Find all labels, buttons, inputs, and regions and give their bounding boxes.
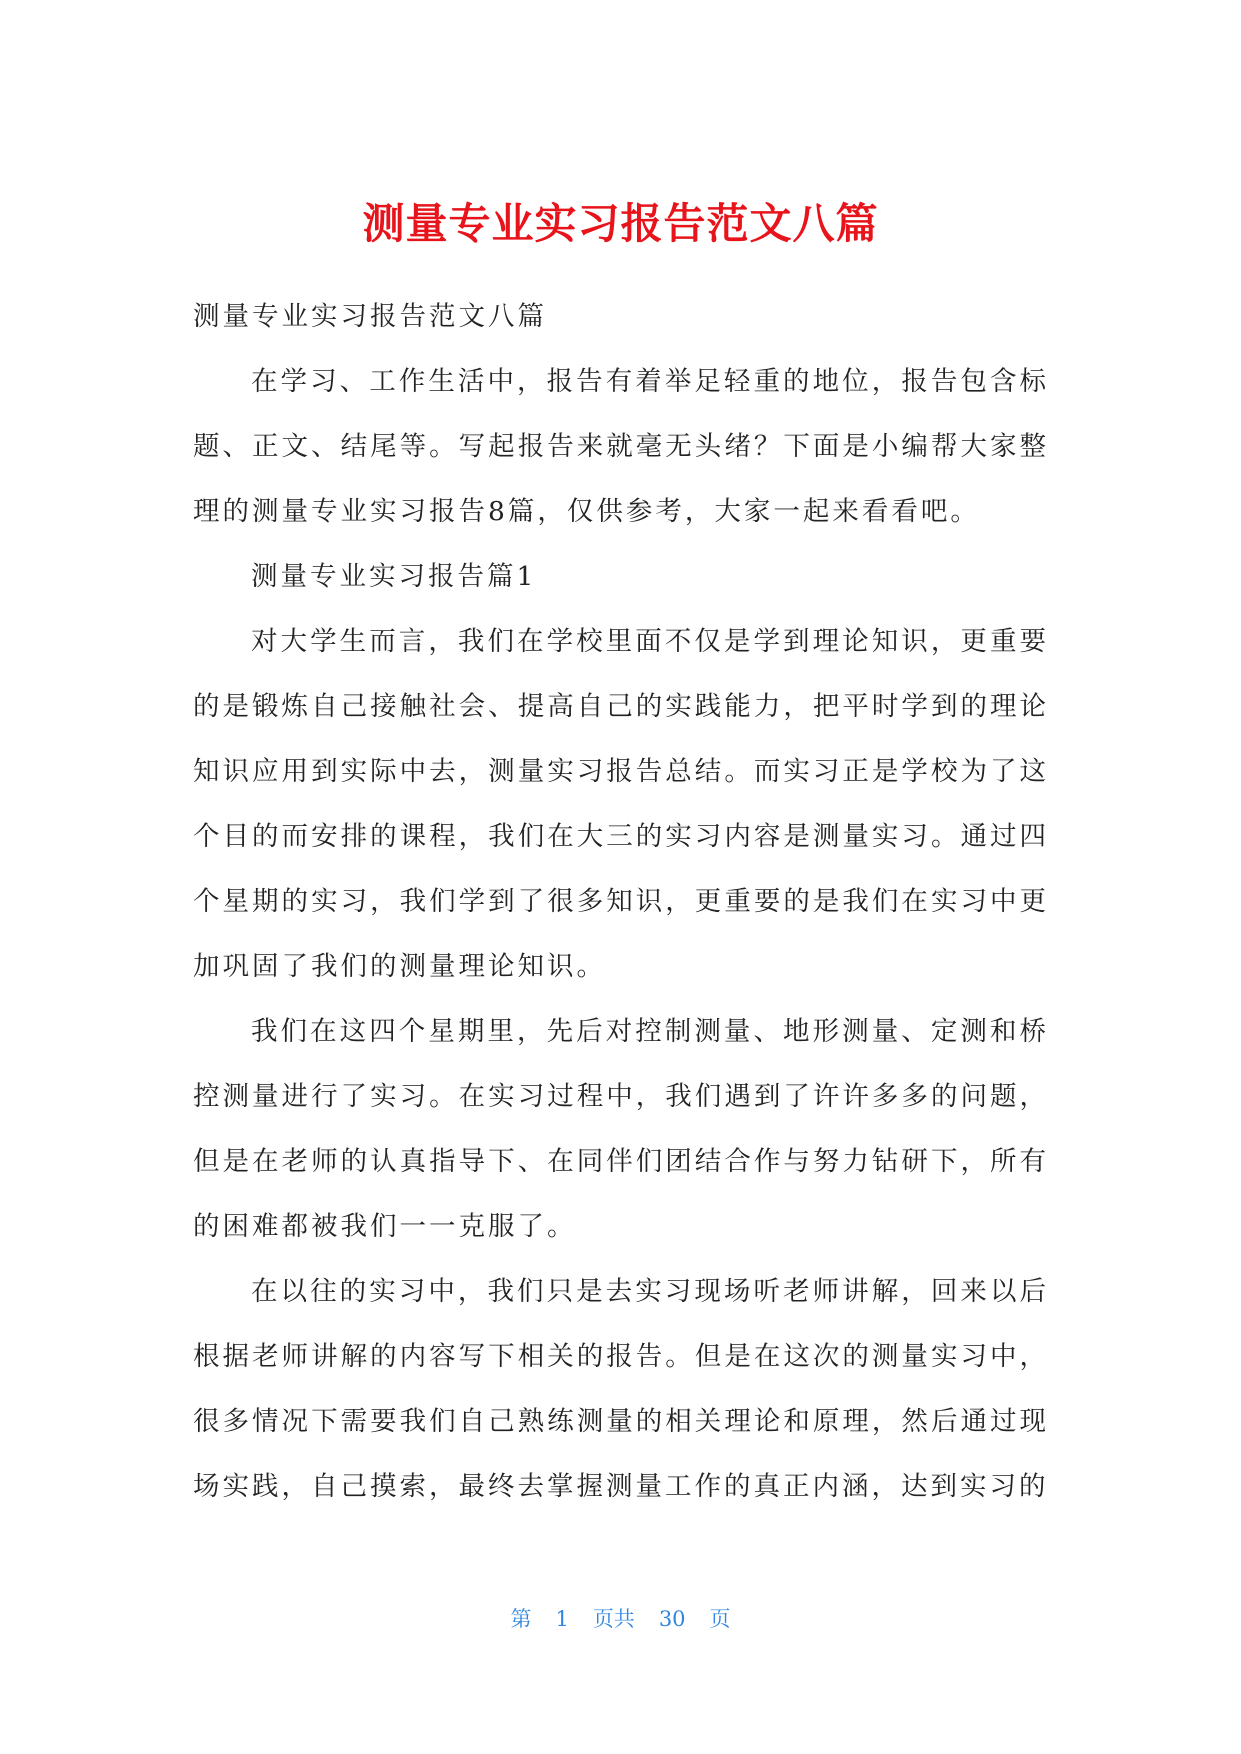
paragraph-intro: 在学习、工作生活中，报告有着举足轻重的地位，报告包含标题、正文、结尾等。写起报告来就毫无头绪？下面是小编帮大家整理的测量专业实习报告8篇，仅供参考，大家一起来看看吧。 <box>193 366 1049 527</box>
total-pages-number: 30 <box>658 1607 686 1631</box>
footer-middle: 页共 <box>592 1607 635 1631</box>
subtitle-line: 测量专业实习报告范文八篇 <box>193 301 547 332</box>
page-number-footer <box>0 1604 1241 1634</box>
paragraph-body: 我们在这四个星期里，先后对控制测量、地形测量、定测和桥控测量进行了实习。在实习过程中，我们遇到了许许多多的问题，但是在老师的认真指导下、在同伴们团结合作与努力钻研下，所有的困难都被我们一一克服了。 <box>193 1016 1049 1242</box>
footer-prefix: 第 <box>510 1607 532 1631</box>
section-heading: 测量专业实习报告篇1 <box>251 561 537 592</box>
paragraph-body: 在以往的实习中，我们只是去实习现场听老师讲解，回来以后根据老师讲解的内容写下相关的报告。但是在这次的测量实习中，很多情况下需要我们自己熟练测量的相关理论和原理，然后通过现场实践，自己摸索，最终去掌握测量工作的真正内涵，达到实习的 <box>193 1276 1049 1502</box>
document-body <box>193 284 1049 1519</box>
paragraph-body: 对大学生而言，我们在学校里面不仅是学到理论知识，更重要的是锻炼自己接触社会、提高自己的实践能力，把平时学到的理论知识应用到实际中去，测量实习报告总结。而实习正是学校为了这个目的而安排的课程，我们在大三的实习内容是测量实习。通过四个星期的实习，我们学到了很多知识，更重要的是我们在实习中更加巩固了我们的测量理论知识。 <box>193 626 1049 982</box>
document-title: 测量专业实习报告范文八篇 <box>362 199 879 248</box>
footer-suffix: 页 <box>709 1607 731 1631</box>
current-page-number: 1 <box>555 1607 569 1631</box>
